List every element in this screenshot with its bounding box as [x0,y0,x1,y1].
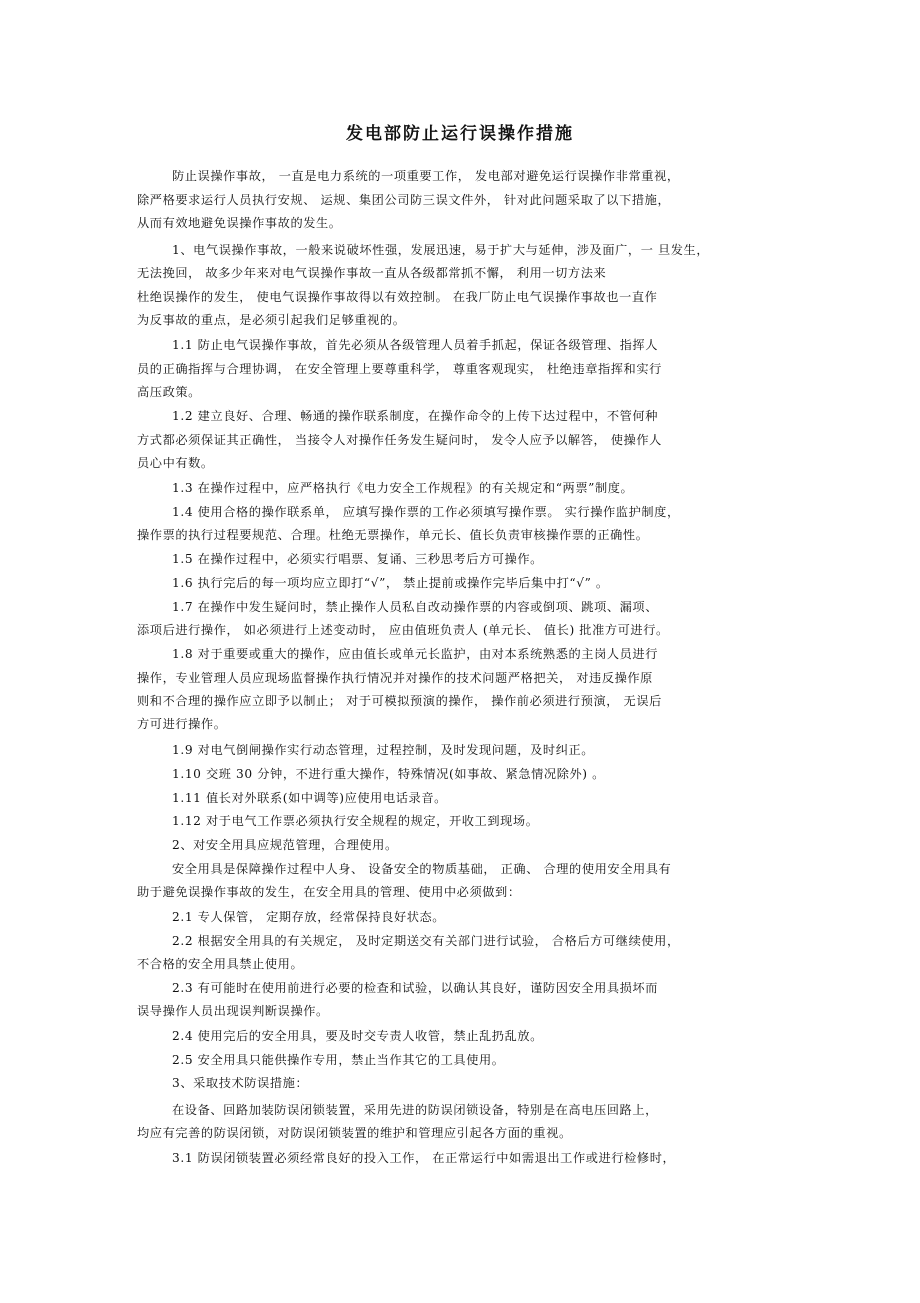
paragraph-line: 防止误操作事故， 一直是电力系统的一项重要工作， 发电部对避免运行误操作非常重视， [172,169,680,183]
list-item-3-1: 3.1 防误闭锁装置必须经常良好的投入工作， 在正常运行中如需退出工作或进行检修时， [172,1151,676,1165]
paragraph-line: 除严格要求运行人员执行安规、 运规、集团公司防三误文件外， 针对此问题采取了以下措施， [137,193,671,207]
paragraph-line: 方可进行操作。 [137,717,227,731]
list-item-2-4: 2.4 使用完后的安全用具，要及时交专责人收管，禁止乱扔乱放。 [172,1029,543,1043]
list-item-1-2: 1.2 建立良好、合理、畅通的操作联系制度，在操作命令的上传下达过程中，不管何种 [172,409,659,423]
list-item-2-1: 2.1 专人保管， 定期存放，经常保持良好状态。 [172,910,446,924]
paragraph-line: 均应有完善的防误闭锁，对防误闭锁装置的维护和管理应引起各方面的重视。 [137,1126,572,1140]
paragraph-line: 助于避免误操作事故的发生，在安全用具的管理、使用中必须做到： [137,885,521,899]
list-item-1-12: 1.12 对于电气工作票必须执行安全规程的规定，开收工到现场。 [172,814,539,828]
paragraph-line: 员的正确指挥与合理协调， 在安全管理上要尊重科学， 尊重客观现实， 杜绝违章指挥和实行 [137,362,662,376]
paragraph-line: 误导操作人员出现误判断误操作。 [137,1004,329,1018]
list-item-1-1: 1.1 防止电气误操作事故，首先必须从各级管理人员着手抓起，保证各级管理、指挥人 [172,338,659,352]
list-item-1-7: 1.7 在操作中发生疑问时，禁止操作人员私自改动操作票的内容或倒项、跳项、漏项、 [172,600,659,614]
paragraph-line: 在设备、回路加装防误闭锁装置，采用先进的防误闭锁设备，特别是在高电压回路上， [172,1103,658,1117]
paragraph-line: 安全用具是保障操作过程中人身、 设备安全的物质基础， 正确、 合理的使用安全用具有 [172,862,672,876]
paragraph-line: 无法挽回， 故多少年来对电气误操作事故一直从各级都常抓不懈， 利用一切方法来 [137,266,607,280]
paragraph-line: 操作，专业管理人员应现场监督操作执行情况并对操作的技术问题严格把关， 对违反操作原 [137,671,653,685]
paragraph-line: 添项后进行操作， 如必须进行上述变动时， 应由值班负责人 (单元长、 值长) 批准方可进行。 [137,623,669,637]
list-item-1-8: 1.8 对于重要或重大的操作，应由值长或单元长监护，由对本系统熟悉的主岗人员进行 [172,647,659,661]
list-item-1-3: 1.3 在操作过程中，应严格执行《电力安全工作规程》的有关规定和“两票”制度。 [172,481,634,495]
list-item-1-10: 1.10 交班 30 分钟，不进行重大操作，特殊情况(如事故、紧急情况除外) 。 [172,767,605,781]
section-heading-1: 1、电气误操作事故，一般来说破坏性强，发展迅速，易于扩大与延伸，涉及面广，一 旦发生， [172,243,710,257]
list-item-1-6: 1.6 执行完后的每一项均应立即打“√”， 禁止提前或操作完毕后集中打“√” 。 [172,576,609,590]
list-item-2-2: 2.2 根据安全用具的有关规定， 及时定期送交有关部门进行试验， 合格后方可继续使用， [172,934,680,948]
paragraph-line: 为反事故的重点，是必须引起我们足够重视的。 [137,313,406,327]
list-item-1-4: 1.4 使用合格的操作联系单， 应填写操作票的工作必须填写操作票。 实行操作监护制度， [172,505,680,519]
list-item-1-9: 1.9 对电气倒闸操作实行动态管理，过程控制，及时发现问题，及时纠正。 [172,743,595,757]
paragraph-line: 方式都必须保证其正确性， 当接令人对操作任务发生疑问时， 发令人应予以解答， 使操作人 [137,433,662,447]
paragraph-line: 高压政策。 [137,385,201,399]
list-item-2-3: 2.3 有可能时在使用前进行必要的检查和试验，以确认其良好，谨防因安全用具损坏而 [172,981,659,995]
section-heading-3: 3、采取技术防误措施： [172,1076,309,1090]
paragraph-line: 操作票的执行过程要规范、合理。杜绝无票操作，单元长、值长负责审核操作票的正确性。 [137,528,649,542]
list-item-2-5: 2.5 安全用具只能供操作专用，禁止当作其它的工具使用。 [172,1053,505,1067]
paragraph-line: 不合格的安全用具禁止使用。 [137,957,304,971]
paragraph-line: 杜绝误操作的发生， 使电气误操作事故得以有效控制。 在我厂防止电气误操作事故也一直作 [137,290,658,304]
list-item-1-11: 1.11 值长对外联系(如中调等)应使用电话录音。 [172,791,447,805]
page-title: 发电部防止运行误操作措施 [346,124,574,144]
paragraph-line: 员心中有数。 [137,456,214,470]
paragraph-line: 则和不合理的操作应立即予以制止； 对于可模拟预演的操作， 操作前必须进行预演， 无误后 [137,694,662,708]
list-item-1-5: 1.5 在操作过程中，必须实行唱票、复诵、三秒思考后方可操作。 [172,552,543,566]
paragraph-line: 从而有效地避免误操作事故的发生。 [137,216,342,230]
section-heading-2: 2、对安全用具应规范管理，合理使用。 [172,838,398,852]
